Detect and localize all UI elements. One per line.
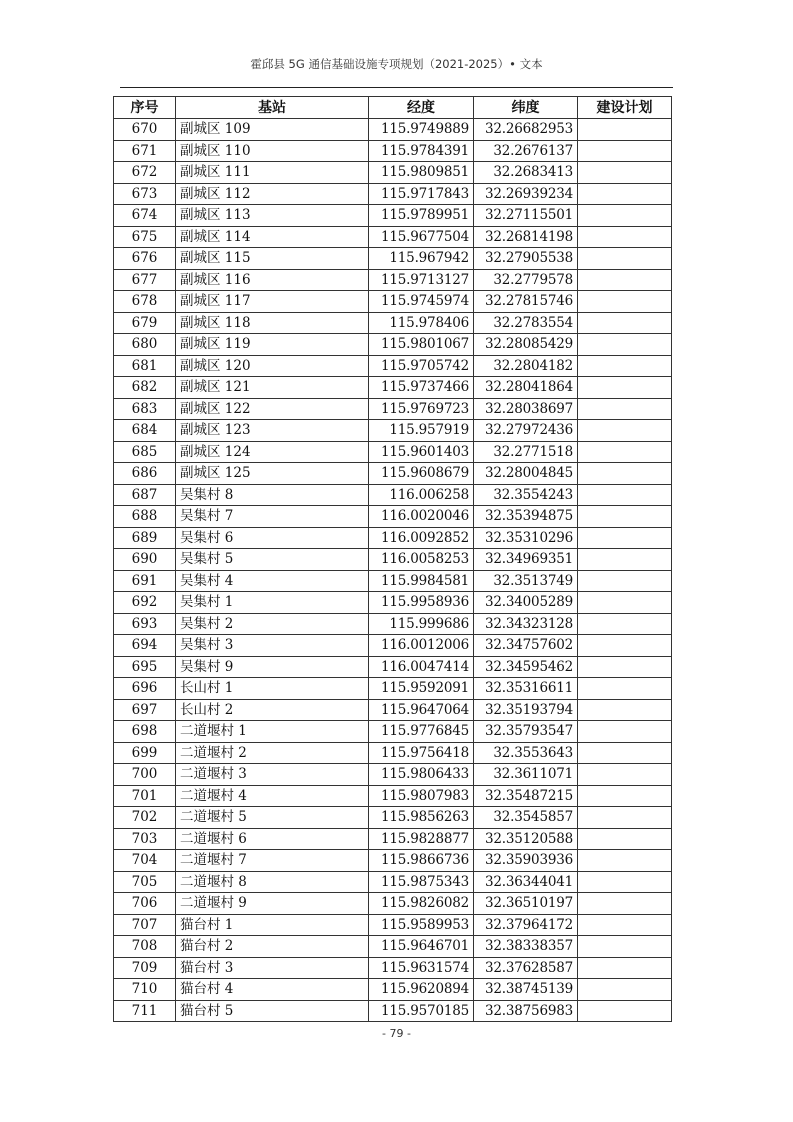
table-row <box>114 1000 672 1022</box>
cell-station: 副城区 109 <box>176 119 369 141</box>
column-header-latitude: 纬度 <box>474 97 578 119</box>
cell-station: 吴集村 7 <box>176 506 369 528</box>
cell-longitude: 115.9776845 <box>369 721 474 743</box>
cell-latitude: 32.2783554 <box>474 312 578 334</box>
cell-index: 705 <box>114 871 176 893</box>
cell-station: 副城区 111 <box>176 162 369 184</box>
cell-latitude: 32.28004845 <box>474 463 578 485</box>
cell-station: 猫台村 4 <box>176 979 369 1001</box>
cell-latitude: 32.35316611 <box>474 678 578 700</box>
cell-index: 676 <box>114 248 176 270</box>
cell-plan <box>578 613 672 635</box>
cell-plan <box>578 291 672 313</box>
column-header-index: 序号 <box>114 97 176 119</box>
cell-longitude: 115.9646701 <box>369 936 474 958</box>
cell-plan <box>578 957 672 979</box>
cell-plan <box>578 484 672 506</box>
cell-latitude: 32.3611071 <box>474 764 578 786</box>
cell-latitude: 32.37628587 <box>474 957 578 979</box>
table-row <box>114 140 672 162</box>
cell-index: 695 <box>114 656 176 678</box>
cell-plan <box>578 527 672 549</box>
cell-station: 副城区 119 <box>176 334 369 356</box>
cell-index: 679 <box>114 312 176 334</box>
cell-latitude: 32.34005289 <box>474 592 578 614</box>
cell-plan <box>578 140 672 162</box>
cell-longitude: 115.9984581 <box>369 570 474 592</box>
cell-plan <box>578 936 672 958</box>
cell-index: 699 <box>114 742 176 764</box>
table-row <box>114 742 672 764</box>
table-row <box>114 334 672 356</box>
cell-longitude: 116.0092852 <box>369 527 474 549</box>
cell-plan <box>578 506 672 528</box>
column-header-longitude: 经度 <box>369 97 474 119</box>
table-row <box>114 871 672 893</box>
table-row <box>114 699 672 721</box>
cell-longitude: 116.006258 <box>369 484 474 506</box>
cell-station: 二道堰村 1 <box>176 721 369 743</box>
cell-index: 684 <box>114 420 176 442</box>
cell-index: 674 <box>114 205 176 227</box>
cell-station: 副城区 118 <box>176 312 369 334</box>
cell-latitude: 32.2683413 <box>474 162 578 184</box>
table-row <box>114 248 672 270</box>
cell-latitude: 32.35394875 <box>474 506 578 528</box>
cell-index: 703 <box>114 828 176 850</box>
cell-longitude: 115.9631574 <box>369 957 474 979</box>
cell-index: 706 <box>114 893 176 915</box>
cell-index: 690 <box>114 549 176 571</box>
cell-index: 678 <box>114 291 176 313</box>
cell-latitude: 32.28085429 <box>474 334 578 356</box>
cell-plan <box>578 828 672 850</box>
cell-index: 708 <box>114 936 176 958</box>
table-row <box>114 549 672 571</box>
cell-latitude: 32.35487215 <box>474 785 578 807</box>
cell-longitude: 115.9589953 <box>369 914 474 936</box>
cell-index: 670 <box>114 119 176 141</box>
cell-plan <box>578 850 672 872</box>
cell-station: 吴集村 5 <box>176 549 369 571</box>
cell-longitude: 115.9801067 <box>369 334 474 356</box>
cell-plan <box>578 893 672 915</box>
table-row <box>114 635 672 657</box>
cell-plan <box>578 226 672 248</box>
cell-longitude: 115.9826082 <box>369 893 474 915</box>
table-row <box>114 764 672 786</box>
cell-latitude: 32.34757602 <box>474 635 578 657</box>
cell-plan <box>578 398 672 420</box>
cell-plan <box>578 205 672 227</box>
cell-latitude: 32.3553643 <box>474 742 578 764</box>
cell-index: 691 <box>114 570 176 592</box>
cell-index: 681 <box>114 355 176 377</box>
cell-plan <box>578 269 672 291</box>
cell-latitude: 32.27815746 <box>474 291 578 313</box>
cell-plan <box>578 742 672 764</box>
cell-station: 副城区 116 <box>176 269 369 291</box>
cell-longitude: 116.0012006 <box>369 635 474 657</box>
cell-longitude: 115.9809851 <box>369 162 474 184</box>
cell-latitude: 32.38745139 <box>474 979 578 1001</box>
table-row <box>114 678 672 700</box>
cell-latitude: 32.26814198 <box>474 226 578 248</box>
cell-longitude: 115.9749889 <box>369 119 474 141</box>
cell-index: 687 <box>114 484 176 506</box>
cell-plan <box>578 656 672 678</box>
cell-longitude: 115.9807983 <box>369 785 474 807</box>
table-row <box>114 162 672 184</box>
table-row <box>114 398 672 420</box>
cell-station: 副城区 117 <box>176 291 369 313</box>
table-row <box>114 936 672 958</box>
cell-latitude: 32.35310296 <box>474 527 578 549</box>
cell-index: 709 <box>114 957 176 979</box>
cell-index: 675 <box>114 226 176 248</box>
cell-plan <box>578 979 672 1001</box>
cell-plan <box>578 377 672 399</box>
cell-latitude: 32.27905538 <box>474 248 578 270</box>
cell-longitude: 115.9737466 <box>369 377 474 399</box>
header-rule <box>120 87 673 88</box>
cell-longitude: 116.0047414 <box>369 656 474 678</box>
cell-longitude: 115.9745974 <box>369 291 474 313</box>
cell-index: 694 <box>114 635 176 657</box>
base-station-table <box>113 96 672 1022</box>
cell-station: 吴集村 9 <box>176 656 369 678</box>
cell-plan <box>578 721 672 743</box>
cell-plan <box>578 764 672 786</box>
table-row <box>114 850 672 872</box>
cell-latitude: 32.26682953 <box>474 119 578 141</box>
cell-plan <box>578 678 672 700</box>
cell-latitude: 32.37964172 <box>474 914 578 936</box>
cell-station: 二道堰村 4 <box>176 785 369 807</box>
cell-longitude: 115.9608679 <box>369 463 474 485</box>
cell-station: 吴集村 2 <box>176 613 369 635</box>
cell-latitude: 32.35120588 <box>474 828 578 850</box>
cell-latitude: 32.38756983 <box>474 1000 578 1022</box>
cell-longitude: 115.9756418 <box>369 742 474 764</box>
cell-station: 吴集村 4 <box>176 570 369 592</box>
cell-plan <box>578 1000 672 1022</box>
table-row <box>114 721 672 743</box>
table-row <box>114 656 672 678</box>
cell-station: 猫台村 3 <box>176 957 369 979</box>
table-row <box>114 119 672 141</box>
cell-station: 副城区 112 <box>176 183 369 205</box>
table-row <box>114 205 672 227</box>
cell-index: 680 <box>114 334 176 356</box>
cell-station: 副城区 122 <box>176 398 369 420</box>
cell-longitude: 115.967942 <box>369 248 474 270</box>
cell-longitude: 115.9705742 <box>369 355 474 377</box>
cell-latitude: 32.35193794 <box>474 699 578 721</box>
cell-plan <box>578 420 672 442</box>
page-number: - 79 - <box>382 1027 411 1040</box>
cell-plan <box>578 635 672 657</box>
cell-plan <box>578 248 672 270</box>
cell-latitude: 32.35793547 <box>474 721 578 743</box>
cell-plan <box>578 592 672 614</box>
cell-latitude: 32.26939234 <box>474 183 578 205</box>
cell-station: 二道堰村 9 <box>176 893 369 915</box>
cell-plan <box>578 355 672 377</box>
cell-plan <box>578 570 672 592</box>
cell-plan <box>578 162 672 184</box>
table-row <box>114 914 672 936</box>
cell-station: 长山村 1 <box>176 678 369 700</box>
cell-longitude: 115.9856263 <box>369 807 474 829</box>
table-row <box>114 785 672 807</box>
table-row <box>114 441 672 463</box>
cell-latitude: 32.2804182 <box>474 355 578 377</box>
cell-index: 710 <box>114 979 176 1001</box>
cell-index: 707 <box>114 914 176 936</box>
cell-latitude: 32.34323128 <box>474 613 578 635</box>
table-row <box>114 183 672 205</box>
cell-plan <box>578 183 672 205</box>
cell-latitude: 32.3554243 <box>474 484 578 506</box>
table-row <box>114 506 672 528</box>
table-row <box>114 807 672 829</box>
cell-latitude: 32.38338357 <box>474 936 578 958</box>
cell-latitude: 32.35903936 <box>474 850 578 872</box>
table-row <box>114 355 672 377</box>
cell-latitude: 32.34969351 <box>474 549 578 571</box>
cell-station: 副城区 114 <box>176 226 369 248</box>
cell-longitude: 115.9717843 <box>369 183 474 205</box>
table-row <box>114 312 672 334</box>
cell-plan <box>578 463 672 485</box>
cell-latitude: 32.2779578 <box>474 269 578 291</box>
cell-longitude: 116.0020046 <box>369 506 474 528</box>
table-row <box>114 420 672 442</box>
cell-station: 长山村 2 <box>176 699 369 721</box>
table-row <box>114 226 672 248</box>
cell-latitude: 32.34595462 <box>474 656 578 678</box>
cell-longitude: 115.9806433 <box>369 764 474 786</box>
column-header-station: 基站 <box>176 97 369 119</box>
cell-station: 副城区 120 <box>176 355 369 377</box>
cell-index: 711 <box>114 1000 176 1022</box>
cell-station: 猫台村 5 <box>176 1000 369 1022</box>
cell-index: 697 <box>114 699 176 721</box>
table-row <box>114 957 672 979</box>
cell-longitude: 115.9866736 <box>369 850 474 872</box>
table-row <box>114 269 672 291</box>
cell-station: 二道堰村 8 <box>176 871 369 893</box>
cell-plan <box>578 334 672 356</box>
table-row <box>114 463 672 485</box>
cell-longitude: 115.9789951 <box>369 205 474 227</box>
cell-longitude: 115.9875343 <box>369 871 474 893</box>
table-row <box>114 484 672 506</box>
cell-plan <box>578 914 672 936</box>
cell-index: 689 <box>114 527 176 549</box>
cell-longitude: 115.9784391 <box>369 140 474 162</box>
cell-station: 吴集村 8 <box>176 484 369 506</box>
cell-station: 二道堰村 7 <box>176 850 369 872</box>
cell-latitude: 32.28038697 <box>474 398 578 420</box>
cell-station: 二道堰村 5 <box>176 807 369 829</box>
cell-station: 副城区 110 <box>176 140 369 162</box>
cell-station: 猫台村 2 <box>176 936 369 958</box>
cell-station: 副城区 124 <box>176 441 369 463</box>
cell-longitude: 115.9647064 <box>369 699 474 721</box>
table-row <box>114 377 672 399</box>
table-row <box>114 613 672 635</box>
cell-plan <box>578 699 672 721</box>
table-row <box>114 527 672 549</box>
cell-index: 693 <box>114 613 176 635</box>
cell-index: 686 <box>114 463 176 485</box>
cell-station: 吴集村 3 <box>176 635 369 657</box>
table-row <box>114 291 672 313</box>
cell-station: 二道堰村 2 <box>176 742 369 764</box>
cell-longitude: 115.978406 <box>369 312 474 334</box>
table-header-row <box>114 97 672 119</box>
cell-plan <box>578 119 672 141</box>
cell-longitude: 115.9620894 <box>369 979 474 1001</box>
cell-station: 猫台村 1 <box>176 914 369 936</box>
cell-index: 701 <box>114 785 176 807</box>
cell-longitude: 115.9592091 <box>369 678 474 700</box>
cell-longitude: 115.9713127 <box>369 269 474 291</box>
cell-index: 702 <box>114 807 176 829</box>
cell-index: 682 <box>114 377 176 399</box>
cell-longitude: 115.999686 <box>369 613 474 635</box>
cell-latitude: 32.36344041 <box>474 871 578 893</box>
cell-plan <box>578 785 672 807</box>
cell-station: 吴集村 1 <box>176 592 369 614</box>
cell-index: 692 <box>114 592 176 614</box>
cell-station: 二道堰村 3 <box>176 764 369 786</box>
table-row <box>114 570 672 592</box>
cell-plan <box>578 807 672 829</box>
column-header-plan: 建设计划 <box>578 97 672 119</box>
table-row <box>114 828 672 850</box>
cell-longitude: 115.9958936 <box>369 592 474 614</box>
cell-latitude: 32.3545857 <box>474 807 578 829</box>
table-body <box>114 119 672 1022</box>
cell-index: 673 <box>114 183 176 205</box>
cell-latitude: 32.3513749 <box>474 570 578 592</box>
cell-plan <box>578 312 672 334</box>
cell-longitude: 115.9570185 <box>369 1000 474 1022</box>
table-row <box>114 979 672 1001</box>
cell-station: 副城区 125 <box>176 463 369 485</box>
cell-latitude: 32.2771518 <box>474 441 578 463</box>
cell-index: 700 <box>114 764 176 786</box>
cell-latitude: 32.28041864 <box>474 377 578 399</box>
cell-longitude: 115.9677504 <box>369 226 474 248</box>
cell-longitude: 115.957919 <box>369 420 474 442</box>
table-row <box>114 893 672 915</box>
table-row <box>114 592 672 614</box>
cell-index: 698 <box>114 721 176 743</box>
cell-latitude: 32.27972436 <box>474 420 578 442</box>
cell-plan <box>578 549 672 571</box>
cell-station: 副城区 115 <box>176 248 369 270</box>
cell-longitude: 115.9601403 <box>369 441 474 463</box>
cell-index: 696 <box>114 678 176 700</box>
cell-longitude: 115.9828877 <box>369 828 474 850</box>
cell-latitude: 32.2676137 <box>474 140 578 162</box>
cell-station: 副城区 121 <box>176 377 369 399</box>
cell-index: 672 <box>114 162 176 184</box>
cell-longitude: 115.9769723 <box>369 398 474 420</box>
cell-index: 677 <box>114 269 176 291</box>
cell-latitude: 32.27115501 <box>474 205 578 227</box>
cell-index: 671 <box>114 140 176 162</box>
cell-station: 二道堰村 6 <box>176 828 369 850</box>
cell-station: 副城区 123 <box>176 420 369 442</box>
cell-index: 683 <box>114 398 176 420</box>
cell-latitude: 32.36510197 <box>474 893 578 915</box>
cell-index: 685 <box>114 441 176 463</box>
cell-plan <box>578 871 672 893</box>
cell-longitude: 116.0058253 <box>369 549 474 571</box>
cell-index: 688 <box>114 506 176 528</box>
running-header: 霍邱县 5G 通信基础设施专项规划（2021-2025）• 文本 <box>250 57 543 71</box>
cell-station: 吴集村 6 <box>176 527 369 549</box>
cell-plan <box>578 441 672 463</box>
cell-index: 704 <box>114 850 176 872</box>
cell-station: 副城区 113 <box>176 205 369 227</box>
